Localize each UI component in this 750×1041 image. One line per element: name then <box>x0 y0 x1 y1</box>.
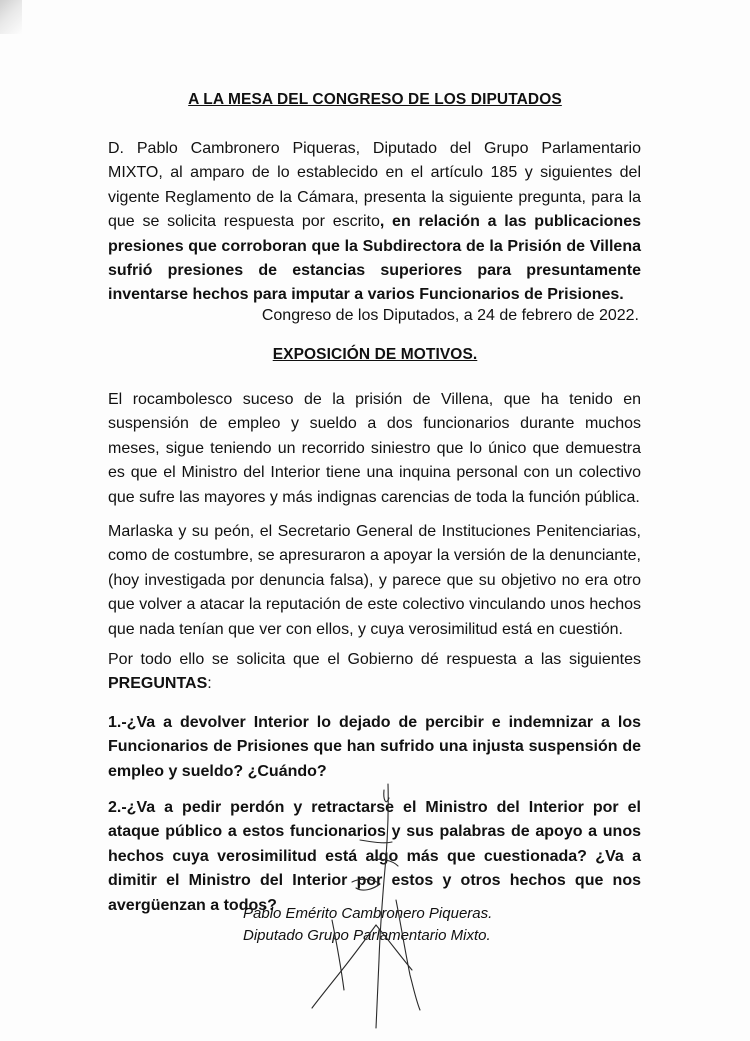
page-corner-shadow <box>0 0 22 34</box>
request-bold-text: PREGUNTAS <box>108 675 208 693</box>
intro-bold-text: , en relación a las publicaciones presiones que corroboran que la Subdirectora de la Prisión de Villena sufrió presiones de estancias superiores para presuntamente inventarse hechos para imputar a varios Funcionarios de Prisiones. <box>108 213 641 304</box>
intro-text: D. Pablo Cambronero Piqueras, Diputado del Grupo Parlamentario MIXTO, al amparo de lo establecido en el artículo 185 y siguientes del vigente Reglamento de la Cámara, presenta la siguiente pregunta, para la que se solicita respuesta por escrito <box>108 140 641 231</box>
intro-paragraph <box>108 137 641 308</box>
request-text: Por todo ello se solicita que el Gobierno dé respuesta a las siguientes <box>108 651 641 668</box>
date-line: Congreso de los Diputados, a 24 de febrero de 2022. <box>261 307 639 324</box>
request-tail: : <box>207 675 212 693</box>
request-paragraph <box>108 648 641 697</box>
document-heading: A LA MESA DEL CONGRESO DE LOS DIPUTADOS <box>188 91 562 108</box>
motives-paragraph-1: El rocambolesco suceso de la prisión de Villena, que ha tenido en suspensión de empleo y sueldo a dos funcionarios durante muchos meses, sigue teniendo un recorrido siniestro que lo único que demuestra es que el Ministro del Interior tiene una inquina personal con un colectivo que sufre las mayores y más indignas carencias de toda la función pública. <box>108 391 641 506</box>
question-1: 1.-¿Va a devolver Interior lo dejado de percibir e indemnizar a los Funcionarios de Prisiones que han sufrido una injusta suspensión de empleo y sueldo? ¿Cuándo? <box>108 714 641 780</box>
motives-heading: EXPOSICIÓN DE MOTIVOS. <box>272 346 478 363</box>
motives-paragraph-2: Marlaska y su peón, el Secretario General de Instituciones Penitenciarias, como de costumbre, se apresuraron a apoyar la versión de la denunciante, (hoy investigada por denuncia falsa), y parece que su objetivo no era otro que volver a atacar la reputación de este colectivo vinculando unos hechos que nada tenían que ver con ellos, y cuya verosimilitud está en cuestión. <box>108 523 641 638</box>
signature-name: Pablo Emérito Cambronero Piqueras. <box>243 905 493 922</box>
question-2: 2.-¿Va a pedir perdón y retractarse el Ministro del Interior por el ataque público a estos funcionarios y sus palabras de apoyo a unos hechos cuya verosimilitud está algo más que cuestionada? ¿Va a dimitir el Ministro del Interior por estos y otros hechos que nos avergüenzan a todos? <box>108 799 641 914</box>
signature-role: Diputado Grupo Parlamentario Mixto. <box>243 927 491 944</box>
